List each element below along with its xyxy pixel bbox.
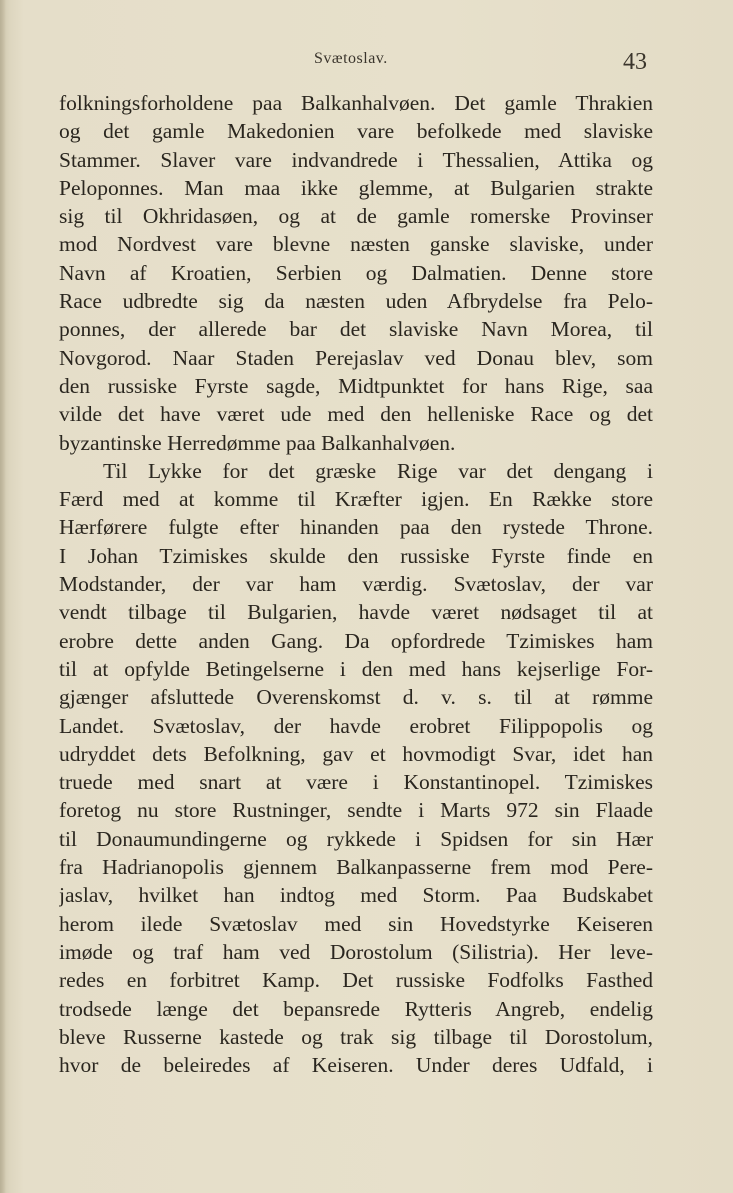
text-line: herom ilede Svætoslav med sin Hovedstyrke Keiseren [59, 911, 653, 936]
paragraph-start-line: Til Lykke for det græske Rige var det dengang i [103, 458, 653, 483]
text-line: Race udbredte sig da næsten uden Afbrydelse fra Pelo- [59, 289, 653, 314]
text-line: og det gamle Makedonien vare befolkede med slaviske [59, 119, 653, 144]
text-line: til Donaumundingerne og rykkede i Spidsen for sin Hær [59, 826, 653, 851]
text-line: Novgorod. Naar Staden Perejaslav ved Donau blev, som [59, 345, 653, 370]
paragraph-end-line: byzantinske Herredømme paa Balkanhalvøen. [59, 430, 456, 455]
text-line: Hærførere fulgte efter hinanden paa den rystede Throne. [59, 515, 653, 540]
text-line: gjænger afsluttede Overenskomst d. v. s. til at rømme [59, 685, 653, 710]
text-line: foretog nu store Rustninger, sendte i Marts 972 sin Flaade [59, 798, 653, 823]
running-title: Svætoslav. [314, 50, 388, 67]
text-line: vendt tilbage til Bulgarien, havde været nødsaget til at [59, 600, 653, 625]
body-text [59, 89, 653, 1079]
text-line: mod Nordvest vare blevne næsten ganske slaviske, under [59, 232, 653, 257]
text-line: Stammer. Slaver vare indvandrede i Thessalien, Attika og [59, 147, 653, 172]
text-line: den russiske Fyrste sagde, Midtpunktet for hans Rige, saa [59, 373, 653, 398]
text-line: erobre dette anden Gang. Da opfordrede Tzimiskes ham [59, 628, 653, 653]
text-line: vilde det have været ude med den helleniske Race og det [59, 402, 653, 427]
text-line: I Johan Tzimiskes skulde den russiske Fyrste finde en [59, 543, 653, 568]
page-number: 43 [623, 49, 647, 75]
text-line: Landet. Svætoslav, der havde erobret Filippopolis og [59, 713, 653, 738]
text-line: Modstander, der var ham værdig. Svætoslav, der var [59, 572, 653, 597]
running-head [0, 50, 733, 74]
text-line: bleve Russerne kastede og trak sig tilbage til Dorostolum, [59, 1024, 653, 1049]
text-line: ponnes, der allerede bar det slaviske Navn Morea, til [59, 317, 653, 342]
text-line: sig til Okhridasøen, og at de gamle romerske Provinser [59, 204, 653, 229]
text-line: Peloponnes. Man maa ikke glemme, at Bulgarien strakte [59, 175, 653, 200]
text-line: jaslav, hvilket han indtog med Storm. Paa Budskabet [59, 883, 653, 908]
text-line: folkningsforholdene paa Balkanhalvøen. Det gamle Thrakien [59, 91, 653, 115]
text-line: trodsede længe det bepansrede Rytteris Angreb, endelig [59, 996, 653, 1021]
text-line: truede med snart at være i Konstantinopel. Tzimiskes [59, 770, 653, 795]
text-line: imøde og traf ham ved Dorostolum (Silistria). Her leve- [59, 939, 653, 964]
text-line: til at opfylde Betingelserne i den med hans kejserlige For- [59, 656, 653, 681]
text-line: Navn af Kroatien, Serbien og Dalmatien. Denne store [59, 260, 653, 285]
text-line: hvor de beleiredes af Keiseren. Under deres Udfald, i [59, 1053, 653, 1078]
text-line: redes en forbitret Kamp. Det russiske Fodfolks Fasthed [59, 968, 653, 993]
text-line: udryddet dets Befolkning, gav et hovmodigt Svar, idet han [59, 741, 653, 766]
text-line: Færd med at komme til Kræfter igjen. En Række store [59, 487, 653, 512]
gutter-shadow [0, 0, 6, 1193]
text-line: fra Hadrianopolis gjennem Balkanpasserne frem mod Pere- [59, 855, 653, 880]
